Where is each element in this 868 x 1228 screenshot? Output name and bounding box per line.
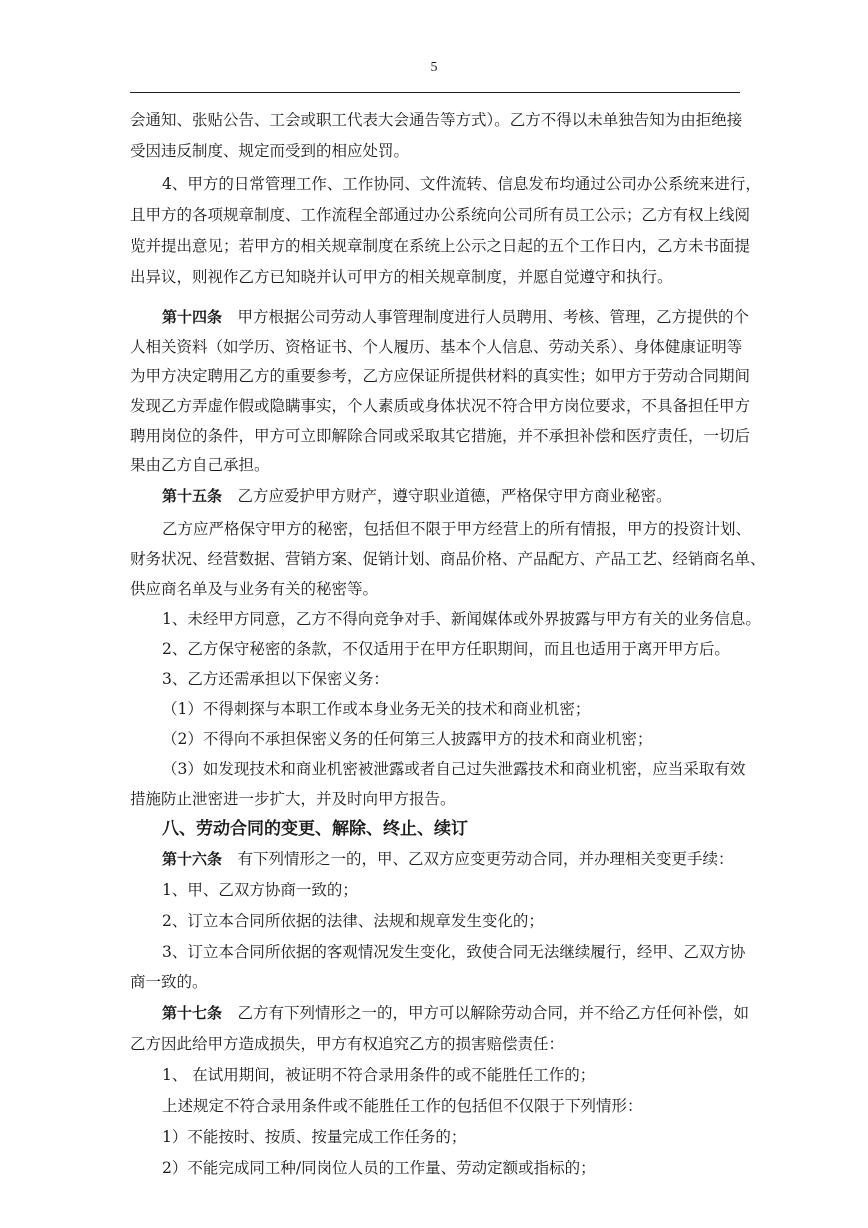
- text-span: 2）不能完成同工种/同岗位人员的工作量、劳动定额或指标的；: [162, 1159, 596, 1177]
- text-span: 1、甲、乙双方协商一致的；: [162, 881, 358, 899]
- article-label: 第十六条: [162, 850, 223, 868]
- article-label: 第十四条: [162, 308, 223, 326]
- text-span: （1）不得刺探与本职工作或本身业务无关的技术和商业机密；: [162, 700, 591, 718]
- text-line: [130, 452, 270, 478]
- text-line: [162, 171, 761, 197]
- text-line: [130, 363, 750, 389]
- text-span: 上述规定不符合录用条件或不能胜任工作的包括但不仅限于下列情形：: [162, 1097, 643, 1115]
- text-span: 且甲方的各项规章制度、工作流程全部通过办公系统向公司所有员工公示；乙方有权上线阅: [130, 206, 751, 224]
- text-line: [130, 546, 766, 572]
- text-line: [130, 264, 673, 290]
- text-span: 2、订立本合同所依据的法律、法规和规章发生变化的；: [162, 912, 544, 930]
- text-span: 1、 在试用期间，被证明不符合录用条件的或不能胜任工作的；: [162, 1066, 596, 1084]
- text-span: 受因违反制度、规定而受到的相应处罚。: [130, 142, 410, 160]
- text-line: [162, 756, 745, 782]
- text-span: 4、甲方的日常管理工作、工作协同、文件流转、信息发布均通过公司办公系统来进行，: [162, 175, 761, 193]
- text-line: [162, 606, 761, 632]
- text-span: 2、乙方保守秘密的条款，不仅适用于在甲方任职期间，而且也适用于离开甲方后。: [162, 640, 730, 658]
- text-line: [162, 636, 730, 662]
- text-line: [130, 334, 742, 360]
- text-line: [130, 393, 750, 419]
- text-span: 1）不能按时、按质、按量完成工作任务的；: [162, 1128, 467, 1146]
- text-span: 供应商名单及与业务有关的秘密等。: [130, 580, 379, 598]
- text-line: [130, 576, 378, 602]
- text-line: [130, 786, 456, 812]
- text-line: [162, 939, 745, 965]
- article-label: 第十五条: [162, 487, 223, 505]
- header-rule: [130, 92, 740, 93]
- text-line: [162, 1093, 643, 1119]
- text-line: [130, 969, 208, 995]
- text-line: [162, 908, 544, 934]
- text-line: [162, 1124, 466, 1150]
- text-span: 3、乙方还需承担以下保密义务：: [162, 670, 389, 688]
- article-label: 第十七条: [162, 1004, 223, 1022]
- text-span: 出异议，则视作乙方已知晓并认可甲方的相关规章制度，并愿自觉遵守和执行。: [130, 268, 673, 286]
- text-span: 乙方应严格保守甲方的秘密，包括但不限于甲方经营上的所有情报，甲方的投资计划、: [162, 520, 752, 538]
- text-span: 会通知、张贴公告、工会或职工代表大会通告等方式）。乙方不得以未单独告知为由拒绝接: [130, 111, 743, 129]
- page-number: 5: [430, 60, 438, 75]
- text-line: [130, 423, 750, 449]
- text-line: [130, 1031, 564, 1057]
- text-line: [162, 1155, 596, 1181]
- text-line: [162, 696, 590, 722]
- text-line: [162, 846, 734, 872]
- text-line: [130, 233, 750, 259]
- text-span: 乙方应爱护甲方财产，遵守职业道德，严格保守甲方商业秘密。: [222, 487, 672, 505]
- text-span: 有下列情形之一的，甲、乙双方应变更劳动合同，并办理相关变更手续：: [222, 850, 734, 868]
- text-span: 商一致的。: [130, 973, 208, 991]
- text-span: 人相关资料（如学历、资格证书、个人履历、基本个人信息、劳动关系）、身体健康证明等: [130, 338, 743, 356]
- text-span: 1、未经甲方同意，乙方不得向竞争对手、新闻媒体或外界披露与甲方有关的业务信息。: [162, 610, 761, 628]
- text-span: 3、订立本合同所依据的客观情况发生变化，致使合同无法继续履行，经甲、乙双方协: [162, 943, 746, 961]
- text-line: [162, 1000, 749, 1026]
- text-span: 乙方有下列情形之一的，甲方可以解除劳动合同，并不给乙方任何补偿，如: [222, 1004, 750, 1022]
- text-line: [162, 726, 652, 752]
- text-line: [162, 483, 672, 509]
- text-span: 八、劳动合同的变更、解除、终止、续订: [162, 819, 468, 839]
- section-heading: [162, 816, 468, 842]
- text-line: [162, 516, 751, 542]
- text-span: 乙方因此给甲方造成损失，甲方有权追究乙方的损害赔偿责任：: [130, 1035, 565, 1053]
- text-span: 措施防止泄密进一步扩大，并及时向甲方报告。: [130, 790, 456, 808]
- text-span: 览并提出意见；若甲方的相关规章制度在系统上公示之日起的五个工作日内，乙方未书面提: [130, 237, 751, 255]
- text-line: [162, 877, 358, 903]
- text-span: 果由乙方自己承担。: [130, 456, 270, 474]
- text-line: [130, 107, 742, 133]
- text-line: [162, 1062, 595, 1088]
- text-span: （2）不得向不承担保密义务的任何第三人披露甲方的技术和商业机密；: [162, 730, 653, 748]
- text-span: 甲方根据公司劳动人事管理制度进行人员聘用、考核、管理，乙方提供的个: [222, 308, 750, 326]
- text-line: [130, 202, 750, 228]
- text-span: 为甲方决定聘用乙方的重要参考，乙方应保证所提供材料的真实性；如甲方于劳动合同期间: [130, 367, 751, 385]
- text-line: [162, 304, 749, 330]
- text-line: [162, 666, 389, 692]
- text-span: 发现乙方弄虚作假或隐瞒事实，个人素质或身体状况不符合甲方岗位要求，不具备担任甲方: [130, 397, 751, 415]
- text-span: （3）如发现技术和商业机密被泄露或者自己过失泄露技术和商业机密，应当采取有效: [162, 760, 746, 778]
- text-line: [130, 138, 409, 164]
- text-span: 聘用岗位的条件，甲方可立即解除合同或采取其它措施，并不承担补偿和医疗责任，一切后: [130, 427, 751, 445]
- text-span: 财务状况、经营数据、营销方案、促销计划、商品价格、产品配方、产品工艺、经销商名单、: [130, 550, 766, 568]
